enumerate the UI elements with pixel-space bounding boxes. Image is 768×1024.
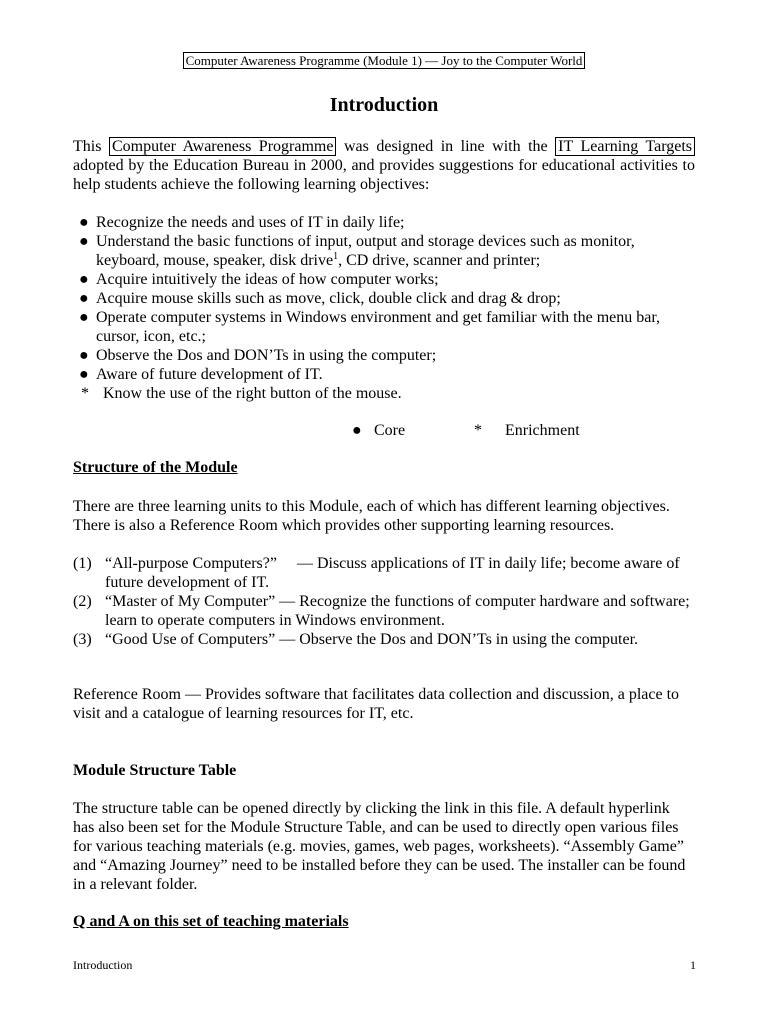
list-item: ● Observe the Dos and DON’Ts in using the computer; (79, 347, 437, 364)
reference-room-paragraph: Reference Room — Provides software that facilitates data collection and discussion, a place to visit and a catalogue of learning resources for IT, etc. (73, 686, 680, 722)
list-item: ● Acquire intuitively the ideas of how computer works; (79, 271, 439, 288)
objectives-list (73, 213, 695, 403)
bullet-icon: ● (79, 290, 89, 307)
bullet-icon: ● (79, 214, 89, 231)
list-item: ● Aware of future development of IT. (79, 366, 323, 383)
bullet-icon: ● (79, 309, 89, 326)
intro-paragraph (73, 137, 695, 194)
legend-enrichment: Enrichment (505, 422, 580, 439)
running-header (0, 52, 768, 70)
list-item: * Know the use of the right button of the mouse. (81, 385, 402, 402)
core-bullet-icon: ● (352, 422, 362, 439)
header-text: Computer Awareness Programme (Module 1) — Joy to the Computer World (183, 52, 586, 69)
module-table-heading: Module Structure Table (73, 762, 237, 779)
programme-link[interactable]: Computer Awareness Programme (109, 137, 337, 156)
list-item: ● Operate computer systems in Windows environment and get familiar with the menu bar, cursor, icon, etc.; (79, 309, 661, 345)
units-list (73, 554, 695, 649)
list-item: (2) “Master of My Computer” — Recognize the functions of computer hardware and software; learn to operate computers in Windows environment. (73, 593, 690, 629)
page-number: 1 (690, 958, 696, 972)
list-item: (3) “Good Use of Computers” — Observe the Dos and DON’Ts in using the computer. (73, 631, 639, 648)
bullet-icon: ● (79, 233, 89, 250)
legend-core: Core (374, 422, 406, 439)
it-learning-targets-link[interactable]: IT Learning Targets (555, 137, 695, 156)
intro-mid: was designed in line with the (336, 138, 556, 155)
intro-lead: This (73, 138, 109, 155)
unit-number: (1) (73, 555, 92, 572)
list-item: ● Understand the basic functions of input, output and storage devices such as monitor, keyboard, mouse, speaker, disk drive$^1$, CD drive, scanner and printer; (79, 233, 635, 269)
page-title: Introduction (329, 94, 439, 116)
unit-number: (2) (73, 593, 92, 610)
asterisk-icon: * (81, 385, 89, 402)
enrichment-asterisk-icon: * (474, 422, 482, 439)
qa-heading: Q and A on this set of teaching materials (73, 913, 349, 930)
footnote-marker[interactable]: 1 (333, 251, 339, 262)
structure-heading: Structure of the Module (73, 459, 238, 476)
module-table-paragraph: The structure table can be opened directly by clicking the link in this file. A default hyperlink has also been set for the Module Structure Table, and can be used to directly open various files for various teaching materials (e.g. movies, games, web pages, worksheets). “Assembly Game” and “Amazing Journey” need to be installed before they can be used. The installer can be found in a relevant folder. (73, 800, 686, 893)
intro-tail: adopted by the Education Bureau in 2000, and provides suggestions for educational activities to help students achieve the following learning objectives: (73, 157, 695, 193)
list-item: ● Acquire mouse skills such as move, click, double click and drag & drop; (79, 290, 561, 307)
structure-paragraph: There are three learning units to this Module, each of which has different learning objectives. There is also a Reference Room which provides other supporting learning resources. (73, 498, 670, 534)
bullet-icon: ● (79, 271, 89, 288)
bullet-icon: ● (79, 347, 89, 364)
list-item: (1) “All-purpose Computers?” — Discuss applications of IT in daily life; become aware of future development of IT. (73, 555, 680, 591)
unit-number: (3) (73, 631, 92, 648)
bullet-icon: ● (79, 366, 89, 383)
list-item: ● Recognize the needs and uses of IT in daily life; (79, 214, 405, 231)
legend (352, 421, 580, 440)
footer-section-name: Introduction (73, 958, 133, 972)
